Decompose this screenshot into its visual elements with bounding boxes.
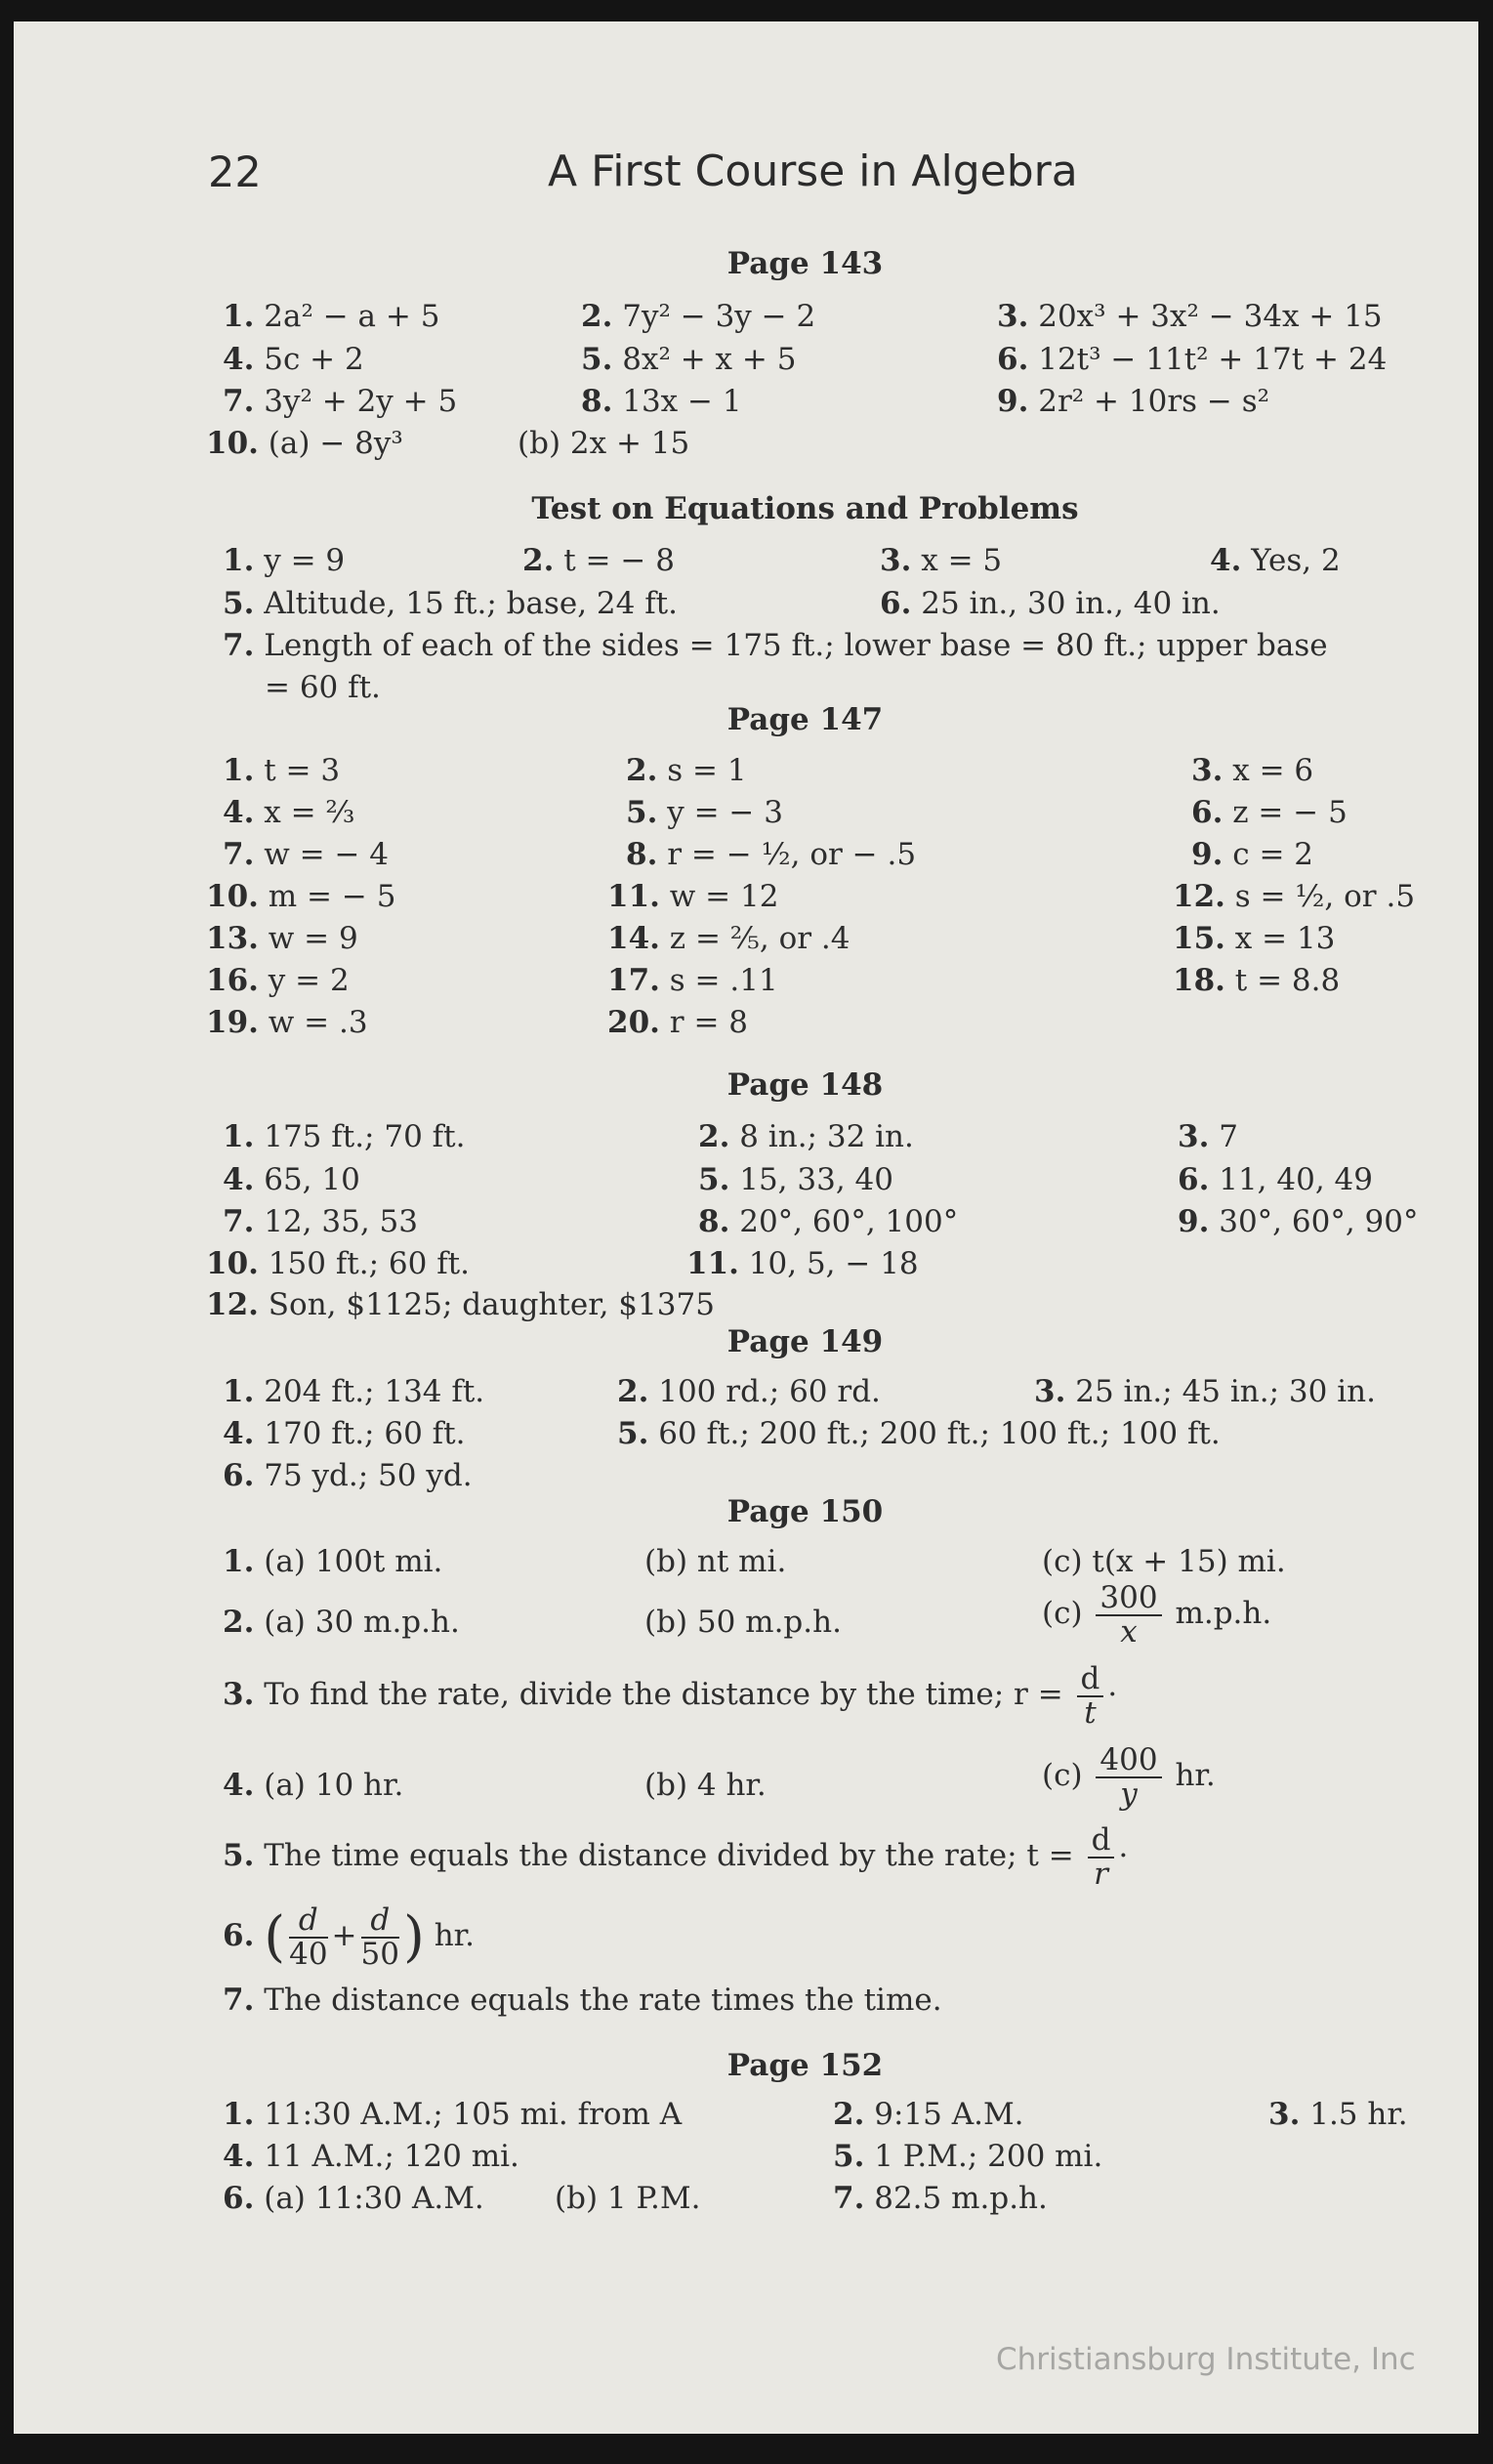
answer: 1. t = 3 (223, 753, 341, 788)
answer: 6. 11, 40, 49 (1178, 1162, 1373, 1197)
answer: = 60 ft. (265, 670, 381, 705)
answer: (b) 50 m.p.h. (644, 1605, 842, 1640)
answer: 3. To find the rate, divide the distance by the time; r = $\frac{d}{t}$ · (223, 1661, 1118, 1731)
section-title-page-148: Page 148 (726, 1067, 884, 1103)
answer: 7. Length of each of the sides = 175 ft.; lower base = 80 ft.; upper base (223, 628, 1328, 663)
answer: 4. x = ⅔ (223, 795, 355, 830)
fraction: $\frac{d}{50}$ (360, 1902, 399, 1972)
answer: 10. m = − 5 (206, 879, 396, 914)
answer: 2. 9:15 A.M. (833, 2097, 1024, 2132)
answer: 19. w = .3 (206, 1005, 368, 1040)
answer: 6. z = − 5 (1191, 795, 1348, 830)
fraction: $\frac{d}{r}$ (1088, 1824, 1115, 1890)
answer: (b) 2x + 15 (518, 426, 690, 461)
answer: 5. 60 ft.; 200 ft.; 200 ft.; 100 ft.; 100 ft. (617, 1416, 1221, 1451)
answer: 9. 2r² + 10rs − s² (997, 384, 1270, 419)
answer: 6. 75 yd.; 50 yd. (223, 1458, 473, 1493)
answer: 8. 20°, 60°, 100° (698, 1204, 959, 1239)
watermark: Christiansburg Institute, Inc (996, 2342, 1416, 2377)
answer: 7. 12, 35, 53 (223, 1204, 418, 1239)
section-title-page-143: Page 143 (726, 246, 884, 281)
answer: 5. y = − 3 (626, 795, 783, 830)
answer: 17. s = .11 (607, 963, 778, 998)
section-title-page-149: Page 149 (726, 1324, 884, 1359)
answer: (c) $\frac{400}{y}$ hr. (1042, 1742, 1216, 1812)
answer: 4. 65, 10 (223, 1162, 360, 1197)
answer: 5. 8x² + x + 5 (581, 342, 797, 377)
answer: 3. 25 in.; 45 in.; 30 in. (1034, 1374, 1376, 1409)
answer: (c) $\frac{300}{x}$ m.p.h. (1042, 1580, 1272, 1650)
answer: 11. 10, 5, − 18 (686, 1246, 919, 1281)
answer: 2. 100 rd.; 60 rd. (617, 1374, 881, 1409)
answer: 2. (a) 30 m.p.h. (223, 1605, 460, 1640)
answer: 4. 170 ft.; 60 ft. (223, 1416, 466, 1451)
answer: 2. t = − 8 (522, 543, 675, 578)
answer: 7. 82.5 m.p.h. (833, 2181, 1048, 2216)
answer: 6. ( $\frac{d}{40}$ + $\frac{d}{50}$ ) hr. (223, 1902, 475, 1972)
answer: 6. 25 in., 30 in., 40 in. (880, 586, 1221, 621)
answer: 1. y = 9 (223, 543, 346, 578)
answer: 9. 30°, 60°, 90° (1178, 1204, 1419, 1239)
answer: 16. y = 2 (206, 963, 350, 998)
answer: 15. x = 13 (1173, 921, 1336, 956)
answer: 12. Son, $1125; daughter, $1375 (206, 1287, 715, 1322)
answer: 5. The time equals the distance divided by the rate; t = $\frac{d}{r}$ · (223, 1822, 1129, 1892)
answer: 3. 7 (1178, 1119, 1238, 1154)
answer: (b) 4 hr. (644, 1768, 767, 1803)
answer: 5. 15, 33, 40 (698, 1162, 893, 1197)
fraction: $\frac{400}{y}$ (1096, 1744, 1161, 1810)
answer: 6. (a) 11:30 A.M. (223, 2181, 484, 2216)
answer: 8. 13x − 1 (581, 384, 742, 419)
answer: 7. 3y² + 2y + 5 (223, 384, 458, 419)
answer: 10. 150 ft.; 60 ft. (206, 1246, 470, 1281)
answer: 1. 2a² − a + 5 (223, 299, 440, 334)
answer: 2. s = 1 (626, 753, 747, 788)
answer: 6. 12t³ − 11t² + 17t + 24 (997, 342, 1388, 377)
answer: 10. (a) − 8y³ (206, 426, 403, 461)
book-title: A First Course in Algebra (548, 146, 1078, 196)
page-number: 22 (208, 148, 262, 197)
answer: 13. w = 9 (206, 921, 358, 956)
answer: (b) 1 P.M. (555, 2181, 701, 2216)
section-title-page-147: Page 147 (726, 702, 884, 737)
fraction: $\frac{300}{x}$ (1096, 1582, 1161, 1648)
answer: 4. 11 A.M.; 120 mi. (223, 2139, 519, 2174)
answer: 4. (a) 10 hr. (223, 1768, 404, 1803)
answer: 8. r = − ½, or − .5 (626, 837, 917, 872)
answer: 3. 1.5 hr. (1268, 2097, 1408, 2132)
answer: 7. w = − 4 (223, 837, 390, 872)
answer: 5. 1 P.M.; 200 mi. (833, 2139, 1103, 2174)
answer: 4. 5c + 2 (223, 342, 364, 377)
fraction: $\frac{d}{40}$ (289, 1902, 328, 1972)
answer: 11. w = 12 (607, 879, 779, 914)
section-title-page-150: Page 150 (726, 1494, 884, 1529)
answer: 1. 175 ft.; 70 ft. (223, 1119, 466, 1154)
answer: 5. Altitude, 15 ft.; base, 24 ft. (223, 586, 678, 621)
answer: 12. s = ½, or .5 (1173, 879, 1416, 914)
answer: 3. 20x³ + 3x² − 34x + 15 (997, 299, 1383, 334)
section-title-test: Test on Equations and Problems (531, 491, 1079, 526)
answer: 3. x = 6 (1191, 753, 1314, 788)
answer: 20. r = 8 (607, 1005, 749, 1040)
answer: 2. 7y² − 3y − 2 (581, 299, 816, 334)
answer: 1. (a) 100t mi. (223, 1544, 443, 1579)
answer: 3. x = 5 (880, 543, 1003, 578)
answer: 9. c = 2 (1191, 837, 1314, 872)
answer: (b) nt mi. (644, 1544, 787, 1579)
answer: 7. The distance equals the rate times the time. (223, 1983, 942, 2018)
answer: 14. z = ⅖, or .4 (607, 921, 850, 956)
answer: (c) t(x + 15) mi. (1042, 1544, 1286, 1579)
answer: 18. t = 8.8 (1173, 963, 1341, 998)
section-title-page-152: Page 152 (726, 2048, 884, 2083)
answer: 2. 8 in.; 32 in. (698, 1119, 914, 1154)
answer: 1. 11:30 A.M.; 105 mi. from A (223, 2097, 683, 2132)
answer: 1. 204 ft.; 134 ft. (223, 1374, 485, 1409)
fraction: $\frac{d}{t}$ (1077, 1663, 1104, 1729)
answer: 4. Yes, 2 (1210, 543, 1341, 578)
